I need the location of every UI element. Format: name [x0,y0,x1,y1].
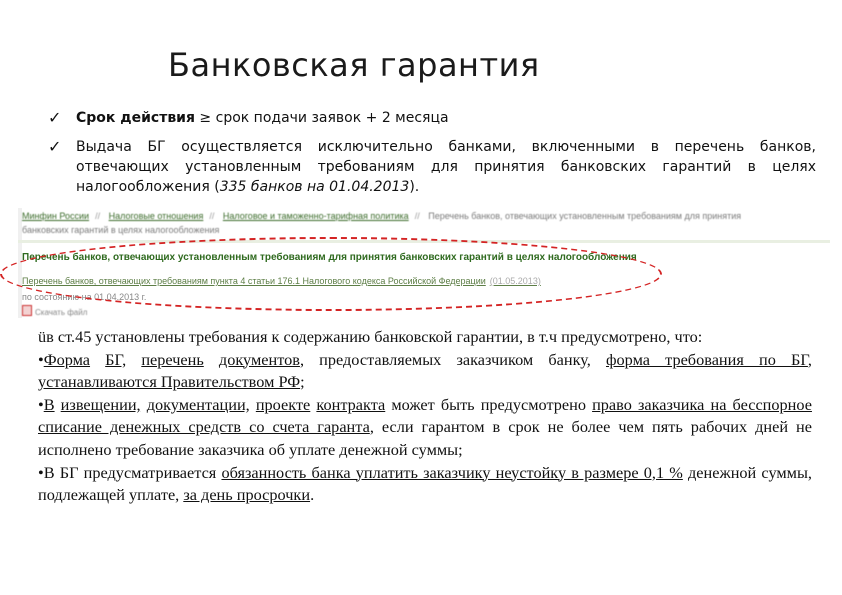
highlight-ellipse [0,237,662,311]
paragraph-penalty: •В БГ предусматривается обязанность банка уплатить заказчику неустойку в размере 0,1 % денежной суммы, подлежащей уплате, за день просрочки. [38,462,812,505]
intro-paragraph: üв ст.45 установлены требования к содержанию банковской гарантии, в т.ч предусмотрено, что: [38,327,703,346]
check-glyph: ü [38,327,47,346]
breadcrumb-continuation: банковских гарантий в целях налогообложения [22,225,220,235]
checkmark-icon: ✓ [48,108,62,127]
issuance-italic: 335 банков на 01.04.2013 [219,179,410,195]
document-date: (01.05.2013) [489,276,541,286]
breadcrumb-item[interactable]: Налоговые отношения [108,211,204,221]
breadcrumb-item[interactable]: Минфин России [22,211,90,221]
body-text [38,326,812,507]
download-link[interactable]: Скачать файл [22,305,87,317]
breadcrumb: Минфин России // Налоговые отношения // Налоговое и таможенно-тарифная политика // Перечень банков, отвечающих установленным требованиям для принятия [22,211,742,221]
checkmark-icon: ✓ [48,137,62,156]
validity-term: Срок действия [76,110,195,126]
breadcrumb-item: Перечень банков, отвечающих установленным требованиям для принятия [428,211,742,221]
document-link[interactable]: Перечень банков, отвечающих требованиям пункта 4 статьи 176.1 Налогового кодекса Российской Федерации (01.05.2013) [22,276,541,286]
issuance-tail: ). [409,179,420,195]
paragraph-form: •Форма БГ, перечень документов, предоставляемых заказчиком банку, форма требования по БГ, устанавливаются Правительством РФ; [38,349,812,392]
breadcrumb-item[interactable]: Налоговое и таможенно-тарифная политика [222,211,409,221]
validity-text: ≥ срок подачи заявок + 2 месяца [194,110,449,126]
paragraph-notice: •В извещении, документации, проекте контракта может быть предусмотрено право заказчика на бесспорное списание денежных средств со счета гаранта, если гарантом в срок не более чем пять рабочих дней не исполнено требование заказчика об уплате денежной суммы; [38,394,812,459]
status-date: по состоянию на 01.04.2013 г. [22,292,147,302]
issuance-text: Выдача БГ осуществляется исключительно банками, включенными в перечень банков, отвечающих установленным требованиям для принятия банковских гарантий в целях налогообложения ( [76,139,816,195]
page-title: Банковская гарантия [168,46,540,84]
file-icon [22,305,32,316]
list-heading: Перечень банков, отвечающих установленным требованиям для принятия банковских гарантий в целях налогообложения [22,252,637,263]
